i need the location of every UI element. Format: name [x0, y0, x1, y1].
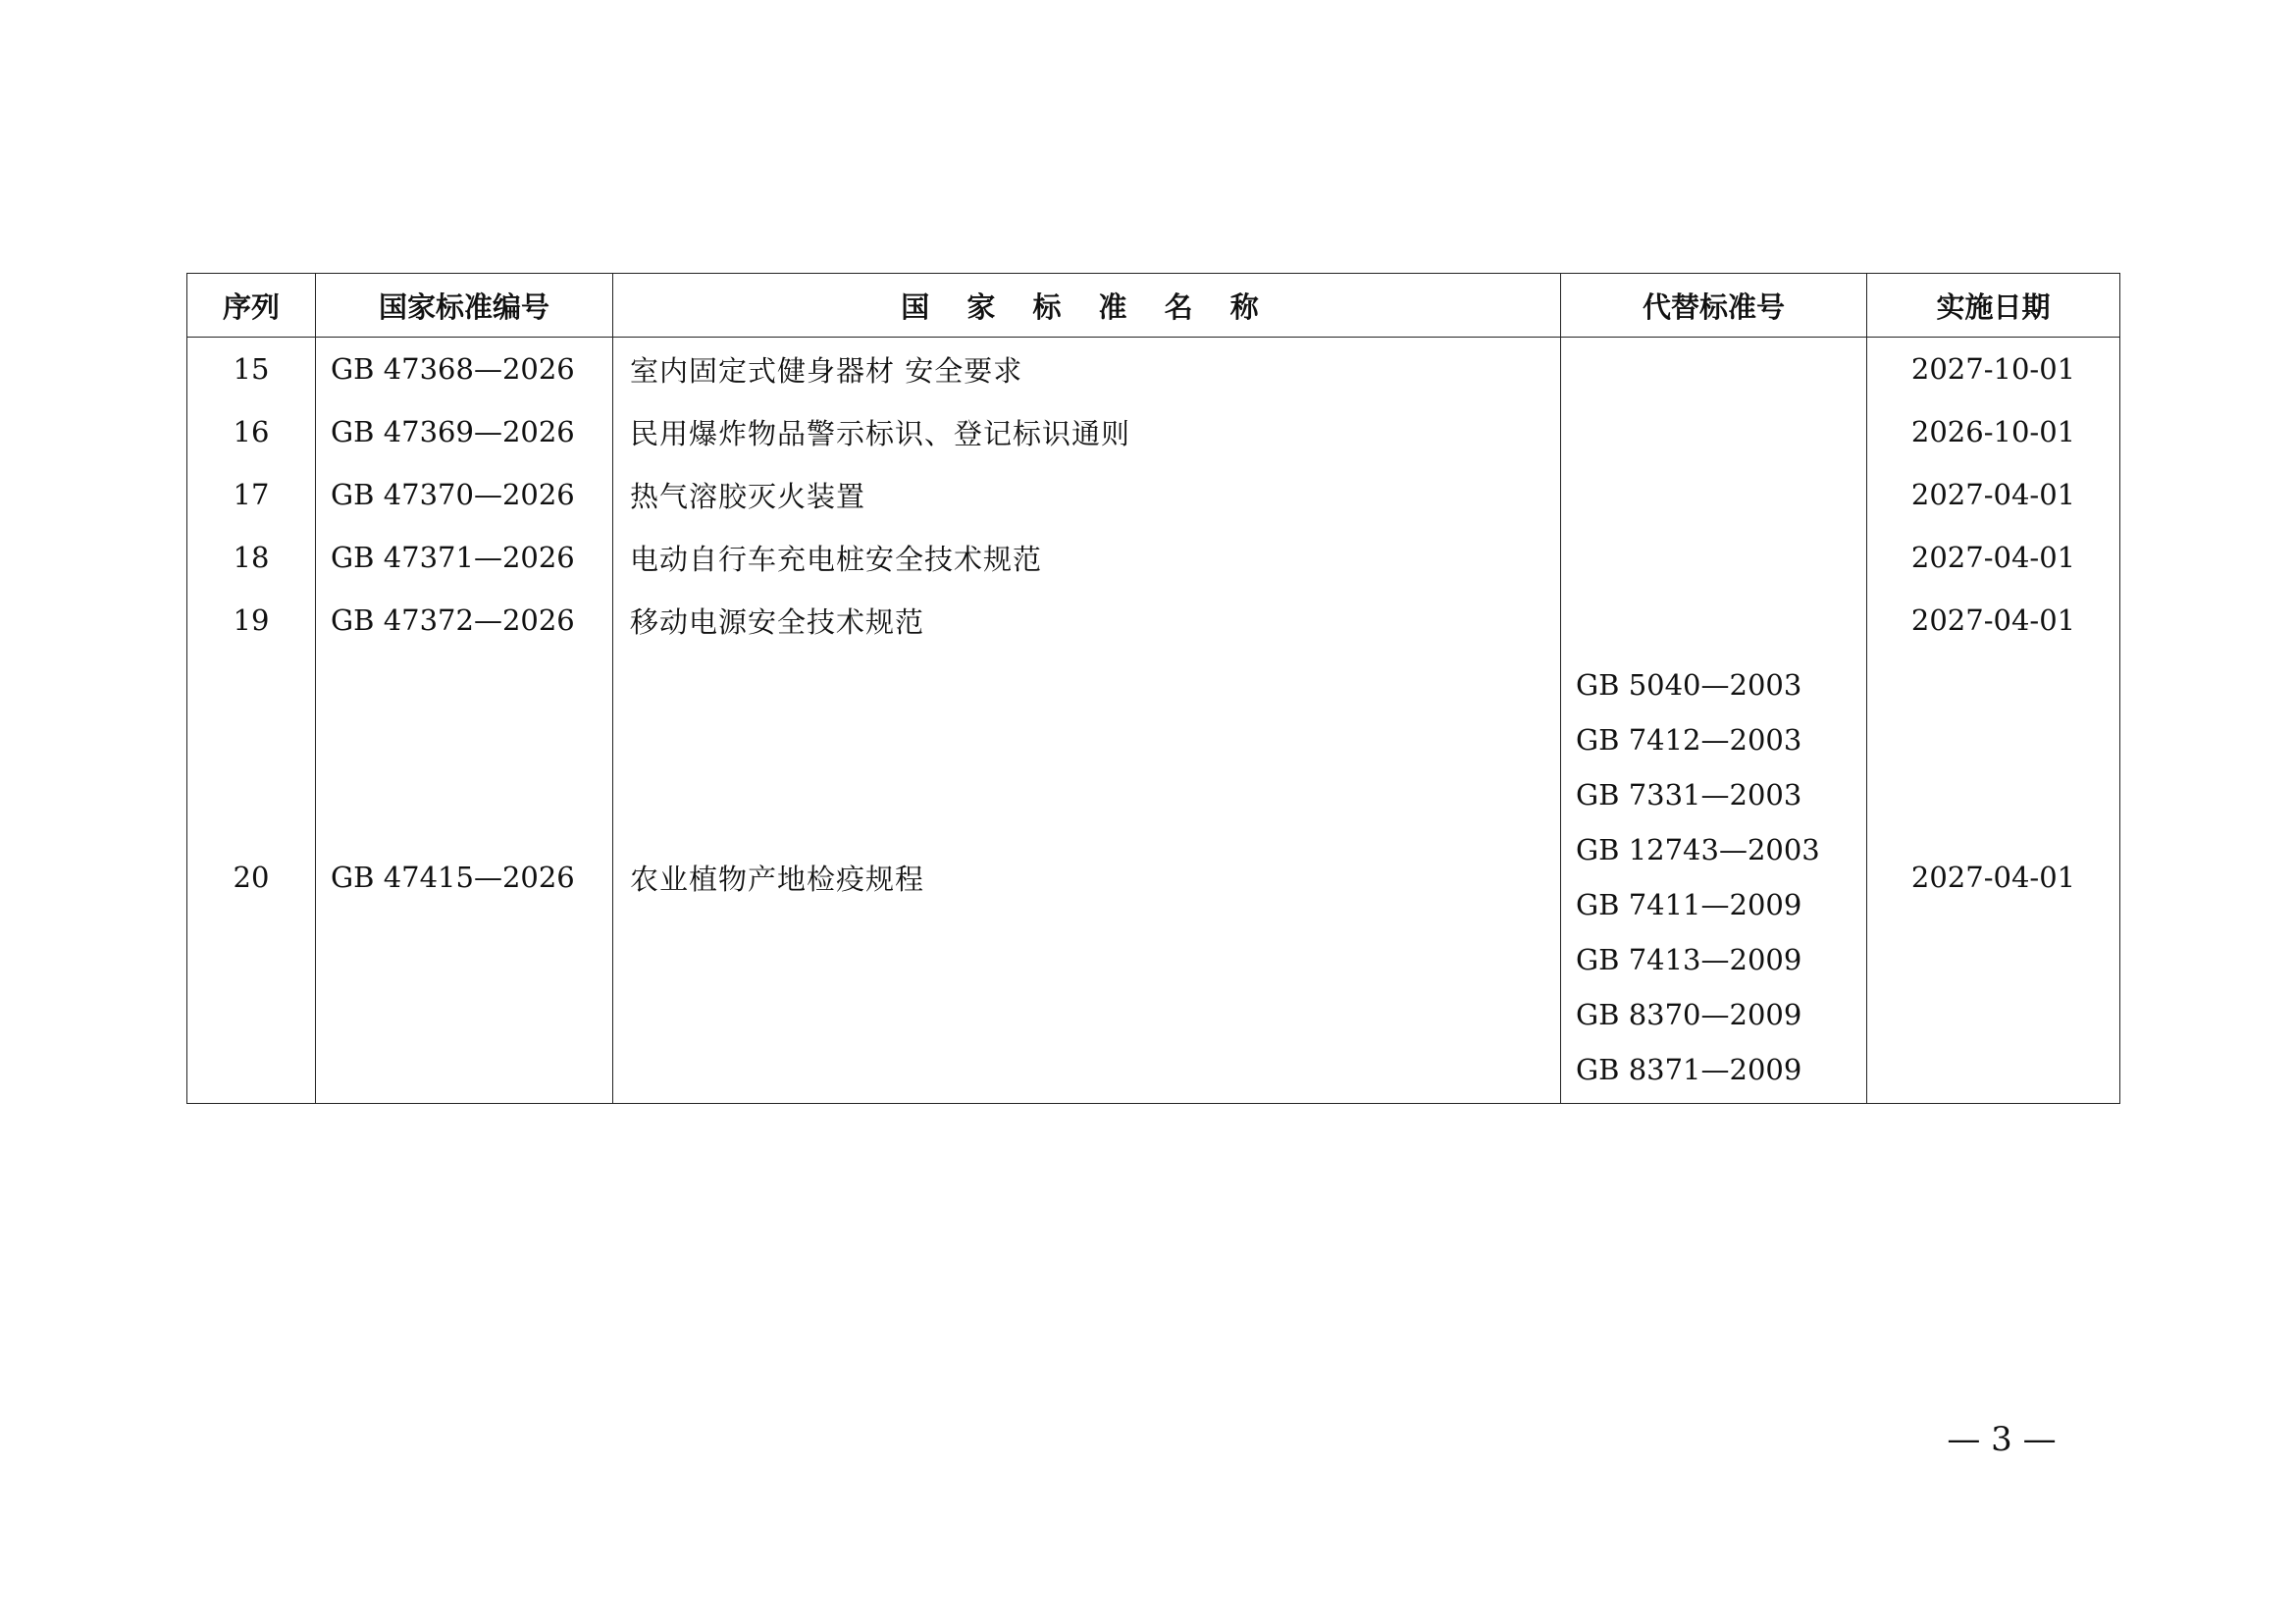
cell-name: 室内固定式健身器材 安全要求 — [613, 338, 1561, 401]
table-row — [187, 338, 2120, 401]
replaced-standard: GB 8370—2009 — [1576, 998, 1802, 1031]
cell-seq: 19 — [187, 589, 316, 652]
replaced-standard: GB 7412—2003 — [1576, 723, 1802, 757]
table-body — [187, 338, 2120, 1104]
cell-date: 2027-04-01 — [1867, 589, 2120, 652]
header-date: 实施日期 — [1867, 274, 2120, 338]
header-name: 国 家 标 准 名 称 — [613, 274, 1561, 338]
cell-name: 移动电源安全技术规范 — [613, 589, 1561, 652]
cell-seq: 20 — [187, 652, 316, 1104]
replaced-standards-list — [1576, 652, 1866, 1103]
cell-date: 2026-10-01 — [1867, 400, 2120, 463]
standards-table — [186, 273, 2120, 1104]
cell-seq: 15 — [187, 338, 316, 401]
cell-code: GB 47372—2026 — [316, 589, 613, 652]
table-row — [187, 652, 2120, 1104]
cell-name: 农业植物产地检疫规程 — [613, 652, 1561, 1104]
table-row — [187, 463, 2120, 526]
cell-date: 2027-04-01 — [1867, 526, 2120, 589]
cell-seq: 18 — [187, 526, 316, 589]
header-replaces: 代替标准号 — [1561, 274, 1867, 338]
replaced-standard: GB 7331—2003 — [1576, 778, 1802, 812]
cell-seq: 16 — [187, 400, 316, 463]
cell-replaces — [1561, 463, 1867, 526]
cell-date: 2027-04-01 — [1867, 652, 2120, 1104]
cell-replaces — [1561, 589, 1867, 652]
cell-name: 民用爆炸物品警示标识、登记标识通则 — [613, 400, 1561, 463]
header-row — [187, 274, 2120, 338]
replaced-standard: GB 8371—2009 — [1576, 1053, 1802, 1086]
cell-code: GB 47368—2026 — [316, 338, 613, 401]
cell-seq: 17 — [187, 463, 316, 526]
replaced-standard: GB 12743—2003 — [1576, 833, 1820, 866]
cell-replaces — [1561, 400, 1867, 463]
header-seq: 序列 — [187, 274, 316, 338]
cell-code: GB 47369—2026 — [316, 400, 613, 463]
cell-code: GB 47371—2026 — [316, 526, 613, 589]
page-number: — 3 — — [1947, 1420, 2057, 1459]
cell-code: GB 47415—2026 — [316, 652, 613, 1104]
table-row — [187, 589, 2120, 652]
table-row — [187, 400, 2120, 463]
cell-replaces — [1561, 338, 1867, 401]
replaced-standard: GB 7411—2009 — [1576, 888, 1802, 921]
replaced-standard: GB 7413—2009 — [1576, 943, 1802, 976]
cell-name: 热气溶胶灭火装置 — [613, 463, 1561, 526]
cell-name: 电动自行车充电桩安全技术规范 — [613, 526, 1561, 589]
cell-code: GB 47370—2026 — [316, 463, 613, 526]
table-header — [187, 274, 2120, 338]
cell-replaces — [1561, 652, 1867, 1104]
cell-date: 2027-10-01 — [1867, 338, 2120, 401]
cell-date: 2027-04-01 — [1867, 463, 2120, 526]
cell-replaces — [1561, 526, 1867, 589]
header-code: 国家标准编号 — [316, 274, 613, 338]
replaced-standard: GB 5040—2003 — [1576, 668, 1802, 702]
table-row — [187, 526, 2120, 589]
